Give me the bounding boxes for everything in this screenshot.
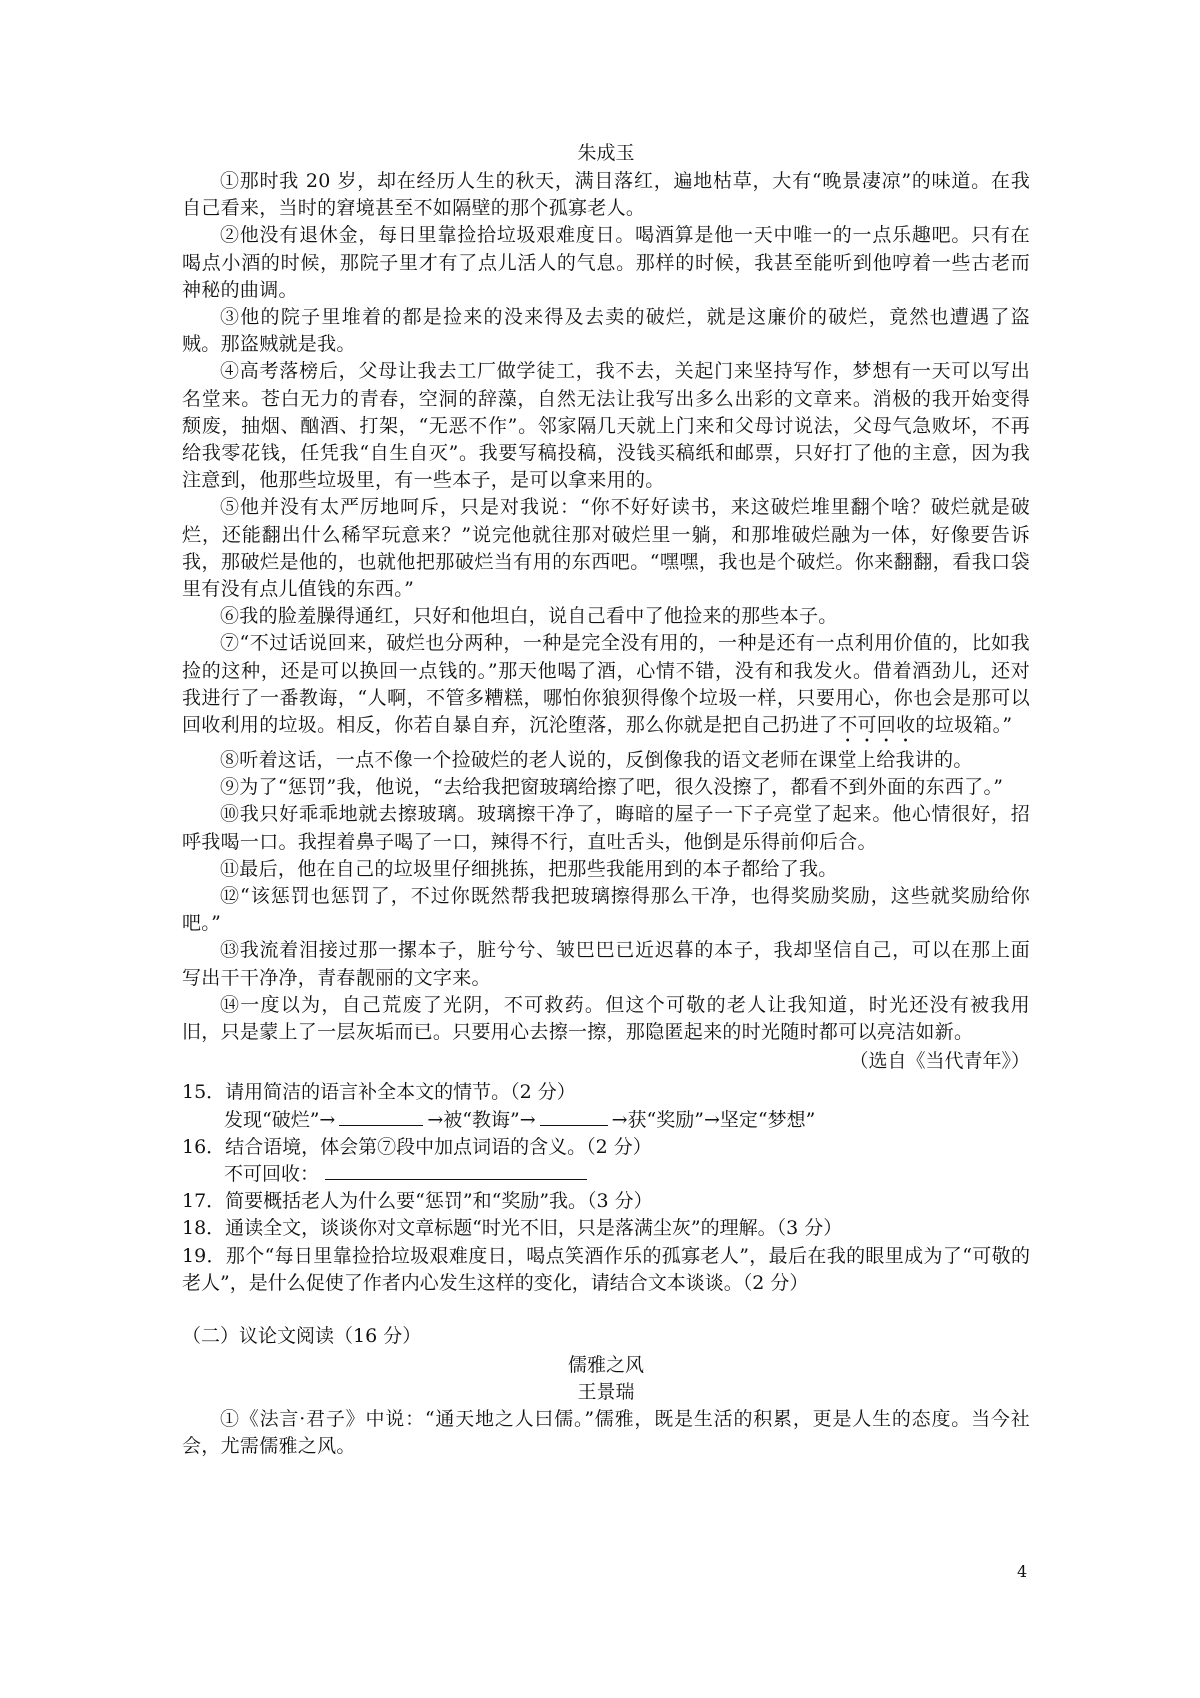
paragraph-9: ⑨为了“惩罚”我，他说，“去给我把窗玻璃给擦了吧，很久没擦了，都看不到外面的东西了。”	[220, 776, 1004, 799]
section-2-paragraph-1: ①《法言·君子》中说：“通天地之人曰儒。”儒雅，既是生活的积累，更是人生的态度。当今社会，尤需儒雅之风。	[182, 1407, 1030, 1458]
question-16: 16．结合语境，体会第⑦段中加点词语的含义。（2 分）	[182, 1135, 652, 1158]
paragraph-3: ③他的院子里堆着的都是捡来的没来得及去卖的破烂，就是这廉价的破烂，竟然也遭遇了盗贼。那盗贼就是我。	[182, 306, 1030, 356]
paragraph-12: ⑫“该惩罚也惩罚了，不过你既然帮我把玻璃擦得那么干净，也得奖励奖励，这些就奖励给你吧。”	[182, 885, 1030, 935]
page-number: 4	[1017, 1562, 1028, 1581]
paragraph-11: ⑪最后，他在自己的垃圾里仔细挑拣，把那些我能用到的本子都给了我。	[220, 857, 838, 880]
dotted-word: 不可回收	[838, 714, 916, 737]
question-15: 15．请用简洁的语言补全本文的情节。（2 分）	[182, 1081, 576, 1104]
section-2-title: 儒雅之风	[567, 1353, 644, 1376]
question-15-answer-line	[182, 1107, 1030, 1134]
paragraph-7-text: ⑦“不过话说回来，破烂也分两种，一种是完全没有用的，一种是还有一点利用价值的，比如我捡的这种，还是可以换回一点钱的。”那天他喝了酒，心情不错，没有和我发火。借着酒劲儿，还对我进行了一番教诲，“人啊，不管多糟糕，哪怕你狼狈得像个垃圾一样，只要用心，你也会是那可以回收利用的垃圾。相反，你若自暴自弃，沉沦堕落，那么你就是把自己扔进了	[182, 632, 1030, 737]
paragraph-7-end: 的垃圾箱。”	[915, 714, 1013, 737]
paragraph-4: ④高考落榜后，父母让我去工厂做学徒工，我不去，关起门来坚持写作，梦想有一天可以写出名堂来。苍白无力的青春，空洞的辞藻，自然无法让我写出多么出彩的文章来。消极的我开始变得颓废，抽烟、酗酒、打架，“无恶不作”。邻家隔几天就上门来和父母讨说法，父母气急败坏，不再给我零花钱，任凭我“自生自灭”。我要写稿投稿，没钱买稿纸和邮票，只好打了他的主意，因为我注意到，他那些垃圾里，有一些本子，是可以拿来用的。	[182, 360, 1030, 492]
answer-blank-3[interactable]	[325, 1161, 587, 1180]
section-2-heading: （二）议论文阅读（16 分）	[182, 1324, 422, 1347]
paragraph-10: ⑩我只好乖乖地就去擦玻璃。玻璃擦干净了，晦暗的屋子一下子亮堂了起来。他心情很好，招呼我喝一口。我捏着鼻子喝了一口，辣得不行，直吐舌头，他倒是乐得前仰后合。	[182, 803, 1030, 853]
plot-step-2: →被“教诲”→	[427, 1108, 536, 1131]
answer-blank-2[interactable]	[540, 1107, 608, 1126]
paragraph-2: ②他没有退休金，每日里靠捡拾垃圾艰难度日。喝酒算是他一天中唯一的一点乐趣吧。只有在喝点小酒的时候，那院子里才有了点儿活人的气息。那样的时候，我甚至能听到他哼着一些古老而神秘的曲调。	[182, 224, 1030, 301]
section-2-author: 王景瑞	[577, 1380, 635, 1403]
plot-step-3: →获“奖励”→坚定“梦想”	[611, 1108, 816, 1131]
answer-blank-1[interactable]	[339, 1107, 423, 1126]
question-18: 18．通读全文，谈谈你对文章标题“时光不旧，只是落满尘灰”的理解。（3 分）	[182, 1217, 843, 1240]
paragraph-7	[182, 630, 1030, 747]
paragraph-14: ⑭一度以为，自己荒废了光阴，不可救药。但这个可敬的老人让我知道，时光还没有被我用旧，只是蒙上了一层灰垢而已。只要用心去擦一擦，那隐匿起来的时光随时都可以亮洁如新。	[182, 993, 1030, 1044]
paragraph-8: ⑧听着这话，一点不像一个捡破烂的老人说的，反倒像我的语文老师在课堂上给我讲的。	[220, 749, 973, 772]
question-16-answer-line	[182, 1161, 1030, 1188]
paragraph-6: ⑥我的脸羞臊得通红，只好和他坦白，说自己看中了他捡来的那些本子。	[220, 605, 838, 628]
paragraph-1: ①那时我 20 岁，却在经历人生的秋天，满目落红，遍地枯草，大有“晚景凄凉”的味道。在我自己看来，当时的窘境甚至不如隔壁的那个孤寡老人。	[182, 170, 1030, 220]
article-author: 朱成玉	[577, 142, 635, 164]
question-16-label: 不可回收：	[224, 1162, 320, 1185]
question-17: 17．简要概括老人为什么要“惩罚”和“奖励”我。（3 分）	[182, 1190, 653, 1213]
paragraph-5: ⑤他并没有太严厉地呵斥，只是对我说：“你不好好读书，来这破烂堆里翻个啥？破烂就是破烂，还能翻出什么稀罕玩意来？”说完他就往那对破烂里一躺，和那堆破烂融为一体，好像要告诉我，那破烂是他的，也就他把那破烂当有用的东西吧。“嘿嘿，我也是个破烂。你来翻翻，看我口袋里有没有点儿值钱的东西。”	[182, 496, 1030, 601]
paragraph-13: ⑬我流着泪接过那一摞本子，脏兮兮、皱巴巴已近迟暮的本子，我却坚信自己，可以在那上面写出干干净净，青春靓丽的文字来。	[182, 939, 1030, 989]
plot-step-1: 发现“破烂”→	[224, 1108, 336, 1131]
question-19: 19．那个“每日里靠捡拾垃圾艰难度日，喝点笑酒作乐的孤寡老人”，最后在我的眼里成为了“可敬的老人”，是什么促使了作者内心发生这样的变化，请结合文本谈谈。（2 分）	[182, 1244, 1030, 1294]
article-source: （选自《当代青年》）	[849, 1050, 1030, 1073]
